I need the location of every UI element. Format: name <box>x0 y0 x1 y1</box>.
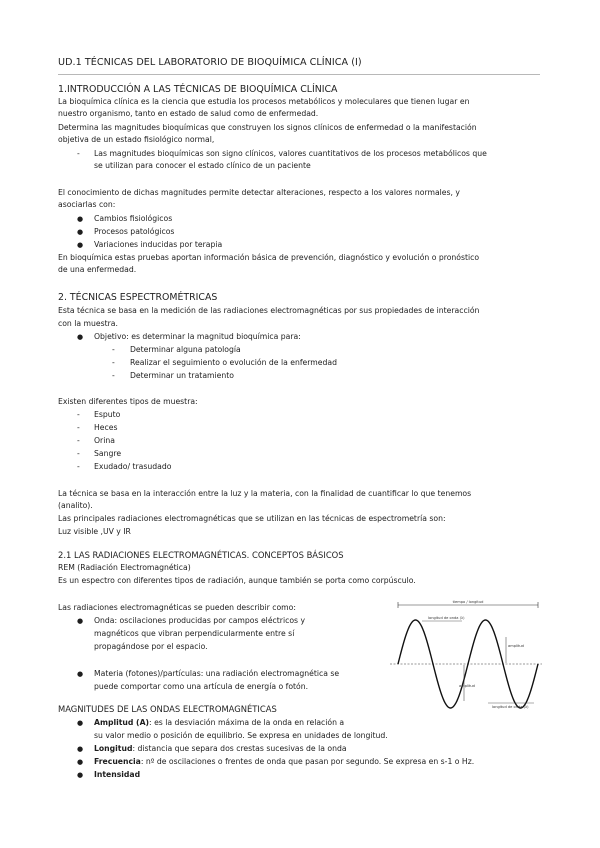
bullet-dot: ● <box>77 228 84 236</box>
bullet-dot: ● <box>77 670 84 678</box>
top-label: tiempo / longitud <box>452 600 484 604</box>
s1-paragraph-4b: de una enfermedad. <box>58 265 137 274</box>
dash-marker: - <box>112 358 115 367</box>
bullet-dot: ● <box>77 215 84 223</box>
section-2-1-heading: 2.1 LAS RADIACIONES ELECTROMAGNÉTICAS. CONCEPTOS BÁSICOS <box>58 550 344 560</box>
s1-paragraph-3a: El conocimiento de dichas magnitudes permite detectar alteraciones, respecto a los valores normales, y <box>58 188 460 197</box>
s21-paragraph-2: Las radiaciones electromagnéticas se pueden describir como: <box>58 603 296 612</box>
amp-label-bottom: amplitud <box>459 684 475 688</box>
bullet-dot: ● <box>77 771 84 779</box>
magnitudes-heading: MAGNITUDES DE LAS ONDAS ELECTROMAGNÉTICAS <box>58 704 277 714</box>
amp-label-top: amplitud <box>508 644 524 648</box>
dash-marker: - <box>77 436 80 445</box>
s1-dash-item-a: Las magnitudes bioquímicas son signo clínicos, valores cuantitativos de los procesos metabólicos que <box>94 149 487 158</box>
wave-figure <box>388 597 544 713</box>
s2-objetivo-item: Realizar el seguimiento o evolución de la enfermedad <box>130 358 337 367</box>
s2-muestra-item: Exudado/ trasudado <box>94 462 172 471</box>
s2-muestra-item: Sangre <box>94 449 122 458</box>
s21-materia-line: Materia (fotones)/partículas: una radiación electromagnética se <box>94 669 340 678</box>
s1-dash-item-b: se utilizan para conocer el estado clínico de un paciente <box>94 161 311 170</box>
dash-marker: - <box>77 423 80 432</box>
bullet-dot: ● <box>77 241 84 249</box>
dash-marker: - <box>77 449 80 458</box>
s21-onda-line: magnéticos que vibran perpendicularmente entre sí <box>94 629 295 638</box>
s21-materia-line: puede comportar como una artícula de energía o fotón. <box>94 682 309 691</box>
s21-rem: REM (Radiación Electromagnética) <box>58 563 191 572</box>
s2-paragraph-2a: La técnica se basa en la interacción entre la luz y la materia, con la finalidad de cuantificar lo que tenemos <box>58 489 472 498</box>
s2-muestra-item: Orina <box>94 436 115 445</box>
s2-objetivo-item: Determinar un tratamiento <box>130 371 234 380</box>
magnitude-amplitud-cont: su valor medio o posición de equilibrio. Se expresa en unidades de longitud. <box>94 731 388 740</box>
s2-paragraph-1b: con la muestra. <box>58 319 118 328</box>
section-2-heading: 2. TÉCNICAS ESPECTROMÉTRICAS <box>58 292 218 303</box>
s2-muestras-intro: Existen diferentes tipos de muestra: <box>58 397 198 406</box>
bullet-dot: ● <box>77 745 84 753</box>
s1-paragraph-3b: asociarlas con: <box>58 200 116 209</box>
bullet-dot: ● <box>77 758 84 766</box>
magnitude-frecuencia: Frecuencia: nº de oscilaciones o frentes de onda que pasan por segundo. Se expresa en s-1 o Hz. <box>94 757 475 766</box>
s1-paragraph-2b: objetiva de un estado fisiológico normal, <box>58 135 215 144</box>
s2-muestra-item: Heces <box>94 423 118 432</box>
s1-bullet-item: Procesos patológicos <box>94 227 175 236</box>
s1-paragraph-1b: nuestro organismo, tanto en estado de salud como de enfermedad. <box>58 109 319 118</box>
crest-label: longitud de onda (λ) <box>428 616 465 620</box>
s2-paragraph-1a: Esta técnica se basa en la medición de las radiaciones electromagnéticas por sus propiedades de interacción <box>58 306 480 315</box>
magnitude-longitud: Longitud: distancia que separa dos crestas sucesivas de la onda <box>94 744 347 753</box>
bullet-dot: ● <box>77 617 84 625</box>
s1-paragraph-1a: La bioquímica clínica es la ciencia que estudia los procesos metabólicos y moleculares que tienen lugar en <box>58 97 470 106</box>
trough-label: longitud de onda (λ) <box>492 705 529 709</box>
dash-marker: - <box>77 462 80 471</box>
wave-diagram <box>388 597 544 713</box>
title-divider <box>58 74 540 75</box>
s2-paragraph-2b: (analito). <box>58 501 93 510</box>
s1-paragraph-4a: En bioquímica estas pruebas aportan información básica de prevención, diagnóstico y evolución o pronóstico <box>58 253 480 262</box>
s1-paragraph-2a: Determina las magnitudes bioquímicas que construyen los signos clínicos de enfermedad o la manifestación <box>58 123 477 132</box>
s2-objetivo: Objetivo: es determinar la magnitud bioquímica para: <box>94 332 301 341</box>
s21-onda-line: propagándose por el espacio. <box>94 642 208 651</box>
dash-marker: - <box>112 371 115 380</box>
s2-paragraph-3: Las principales radiaciones electromagnéticas que se utilizan en las técnicas de espectrometría son: <box>58 514 446 523</box>
dash-marker: - <box>77 410 80 419</box>
bullet-dot: ● <box>77 333 84 341</box>
dash-marker: - <box>77 149 80 158</box>
s2-muestra-item: Esputo <box>94 410 121 419</box>
s1-bullet-item: Cambios fisiológicos <box>94 214 173 223</box>
s2-paragraph-4: Luz visible ,UV y IR <box>58 527 131 536</box>
s21-onda-line: Onda: oscilaciones producidas por campos eléctricos y <box>94 616 306 625</box>
dash-marker: - <box>112 345 115 354</box>
magnitude-intensidad: Intensidad <box>94 770 141 779</box>
magnitude-amplitud: Amplitud (A): es la desviación máxima de la onda en relación a <box>94 718 345 727</box>
section-1-heading: 1.INTRODUCCIÓN A LAS TÉCNICAS DE BIOQUÍMICA CLÍNICA <box>58 84 338 95</box>
bullet-dot: ● <box>77 719 84 727</box>
s21-paragraph-1: Es un espectro con diferentes tipos de radiación, aunque también se porta como corpúsculo. <box>58 576 416 585</box>
document-title: UD.1 TÉCNICAS DEL LABORATORIO DE BIOQUÍMICA CLÍNICA (I) <box>58 57 362 68</box>
s1-bullet-item: Variaciones inducidas por terapia <box>94 240 223 249</box>
s2-objetivo-item: Determinar alguna patología <box>130 345 241 354</box>
